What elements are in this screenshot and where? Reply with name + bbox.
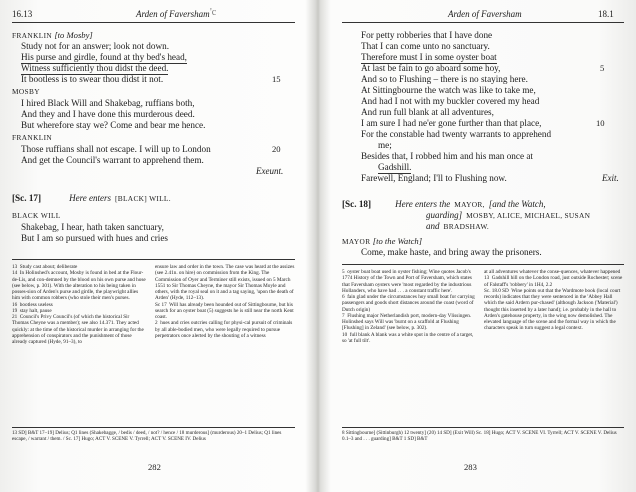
verse-line: But I am so pursued with hues and cries [21, 233, 168, 243]
note-entry: at all adventures whatever the conse-quences, whatever happened [484, 269, 621, 275]
page-number-right: 283 [464, 462, 477, 472]
verse-line: And so to Flushing – there is no staying here. [361, 74, 528, 84]
verse-line: I am sure I had ne'er gone further than that place, [361, 118, 542, 128]
note-entry: Sc 17 Will has already been hounded out of Sittingbourne, but his search for an oyster boat (5) suggests he is still near the north Kent coast. [155, 301, 294, 320]
note-entry: 6 fain glad under the circumstances hoy small boat for carrying passengers and goods short distances around the coast (word of Dutch origin) [342, 294, 475, 313]
page-number-left: 282 [148, 462, 161, 472]
verse-line: And run full blank at all adventures, [361, 107, 494, 117]
note-entry: ensure law and order in the town. The case was heard at the assizes (see 2.41n. on hire) on commission from the King. The Commission of Oyer and Terminer still exists, issued on 5 March 1551 to Sir Thomas Cheyne, the mayor Sir Thomas Moyle and others, with the royal seal on it and a tag saying, 'upon the death of Arden' (Hyde, 112–13). [155, 264, 295, 302]
commentary-column-2 [155, 264, 295, 339]
scene-heading-cont: guarding] MOSBY, ALICE, MICHAEL, SUSAN [426, 210, 591, 220]
speaker-mosby: MOSBY [12, 87, 40, 96]
verse-line: Besides that, I robbed him and his man once at [361, 151, 533, 161]
verse-line: And they and I have done this murderous deed. [21, 109, 195, 119]
verse-line-underlined: Therefore must I in some oyster boat [361, 52, 497, 62]
verse-line: I hired Black Will and Shakebag, ruffians both, [21, 98, 195, 108]
verse-line-underlined: Gadshill. [378, 162, 412, 172]
note-entry: 2 hues and cries outcries calling for physi-cal pursuit of criminals by all able-bodied men, who were legally required to pursue perpetrators once alerted by the shouting of a witness [155, 320, 293, 339]
line-number: 5 [600, 63, 605, 73]
verse-line: Study not for an answer; look not down. [21, 41, 170, 51]
speaker-franklin: FRANKLIN [to Mosby] [12, 30, 93, 40]
note-entry: 21 Council's Privy Council's (of which the historical Sir Thomas Cheyne was a member); see also 14.371. They acted quickly: at the time of the historical murder in arranging for the apprehension of conspirators and the punishment of those already captured (Hyde, 91–3), to [12, 314, 144, 345]
note-entry: 7 Flushing major Netherlandish port, modern-day Vlissingen. Holinshed says Will was 'burnt on a scaffold at Flushing [Flushing] in Zeland' (see below, p. 302). [342, 312, 472, 332]
verse-line-underlined: Witness sufficiently thou didst the deed. [21, 63, 169, 73]
line-number: 10 [596, 118, 605, 128]
verse-line: For petty robberies that I have done [361, 30, 493, 40]
right-header-title: Arden of Faversham [448, 9, 522, 19]
commentary-column-1 [342, 269, 476, 344]
left-header-section: 16.13 [12, 9, 33, 19]
right-header-section: 18.1 [598, 9, 614, 19]
right-page [318, 0, 636, 492]
verse-line: At Sittingbourne the watch was like to take me, [361, 85, 536, 95]
speaker-mayor: MAYOR [to the Watch] [342, 236, 423, 246]
note-entry: 13 Gadshill hill on the London road, just outside Rochester; scene of Falstaff's 'robbery' in 1H4, 2.2 [484, 275, 623, 288]
note-entry: 14 In Holinshed's account, Mosby is found in bed at the Flour-de-Lis, and con-demned by the blood on his own purse and hose (see below, p. 301). With the alteration to his being taken in posses-sion of Arden's purse and girdle, the playwright allies him with common robbers (who stole their men's purses. [12, 270, 146, 302]
verse-line: At last be fain to go aboard some hoy, [361, 63, 501, 73]
verse-line: Come, make haste, and bring away the prisoners. [361, 247, 542, 257]
note-entry: 19 stay halt, pause [12, 307, 52, 314]
stage-direction-exit: Exit. [602, 173, 619, 183]
verse-line: That I can come unto no sanctuary. [361, 41, 490, 51]
note-entry: Sc. 18.0 SD Wine points out that the Wardmote book (local court records) indicates that they were sentenced in the 'Abbey Hall which the said Ardern pur-chased' (although Jackson ('Material') thought this inserted by a later hand); i.e. probably in the hall to Arden's gatehouse property, in the wing now demolished. The elevated language of the scene and the formal way in which the characters speak in turn suggest a legal context. [484, 287, 621, 332]
note-entry: 10 full blank A blank was a white spot in the centre of a target, so 'at full tilt'. [342, 331, 474, 344]
commentary-column-2 [484, 269, 624, 332]
textual-footnote: 8 Sittingbourne] (Sittinburgh) 12 twenty] (20) 14 SD] (Exit Will) Sc. 18] Hugo; ACT V. SCENE VI. Tyrrell; ACT V. SCENE V. Delius 0.1–3 and . . . guarding] B&T 1 SD] B&T [342, 430, 617, 443]
speaker-franklin: FRANKLIN [12, 133, 53, 142]
speaker-black-will: BLACK WILL [12, 211, 61, 220]
verse-line: For the constable had twenty warrants to apprehend [361, 129, 552, 139]
stray-mark: 'c [210, 7, 217, 18]
notes-rule [12, 259, 295, 260]
note-entry: 13 Study cast about; deliberate [12, 264, 78, 270]
left-header-rule [12, 22, 295, 23]
scene-heading: [Sc. 18] Here enters the MAYOR, [and the Watch, [342, 199, 546, 209]
verse-line-turnover: me; [378, 140, 392, 150]
verse-line-underlined: His purse and girdle, found at thy bed's head, [21, 52, 187, 62]
verse-line: And had I not with my buckler covered my head [361, 96, 540, 106]
line-number: 15 [272, 74, 281, 84]
verse-line: Those ruffians shall not escape. I will up to London [21, 144, 211, 154]
verse-line: Farewell, England; I'll to Flushing now. [361, 173, 507, 183]
verse-line: But wherefore stay we? Come and bear me hence. [21, 120, 206, 130]
note-entry: 5 oyster boat boat used in oyster fishing; Wine quotes Jacob's 1774 History of the Town and Port of Faversham, which states that Faversham oysters were 'most regarded by the industrious Hollanders, who have had . . . a constant traffic here'. [342, 269, 472, 294]
note-entry: 16 bootless useless [12, 301, 53, 308]
left-header-title: Arden of Faversham [136, 9, 210, 19]
scene-heading-cont: and BRADSHAW. [426, 221, 490, 231]
footnote-rule [12, 427, 295, 428]
commentary-column-1 [12, 264, 146, 345]
notes-rule [342, 264, 624, 265]
scene-heading: [Sc. 17] Here enters [BLACK] WILL. [12, 193, 171, 203]
textual-footnote: 13 SD] B&T 17–19] Delius; Q1 lines (Shakebagge, / bedis / deed, / not? / hence / 18 murderous] (murderous) 20–1 Delius; Q1 lines escape, / warrant / them. / Sc. 17] Hugo; ACT V. SCENE V. Tyrrell; ACT V. SCENE IV. Delius [12, 430, 282, 443]
verse-line: And get the Council's warrant to apprehend them. [21, 155, 204, 165]
stage-direction-exeunt: Exeunt. [256, 166, 284, 176]
verse-line: It bootless is to swear thou didst it not. [21, 74, 164, 84]
footnote-rule [342, 427, 624, 428]
verse-line: Shakebag, I hear, hath taken sanctuary, [21, 222, 164, 232]
line-number: 20 [272, 144, 281, 154]
right-header-rule [342, 22, 624, 23]
